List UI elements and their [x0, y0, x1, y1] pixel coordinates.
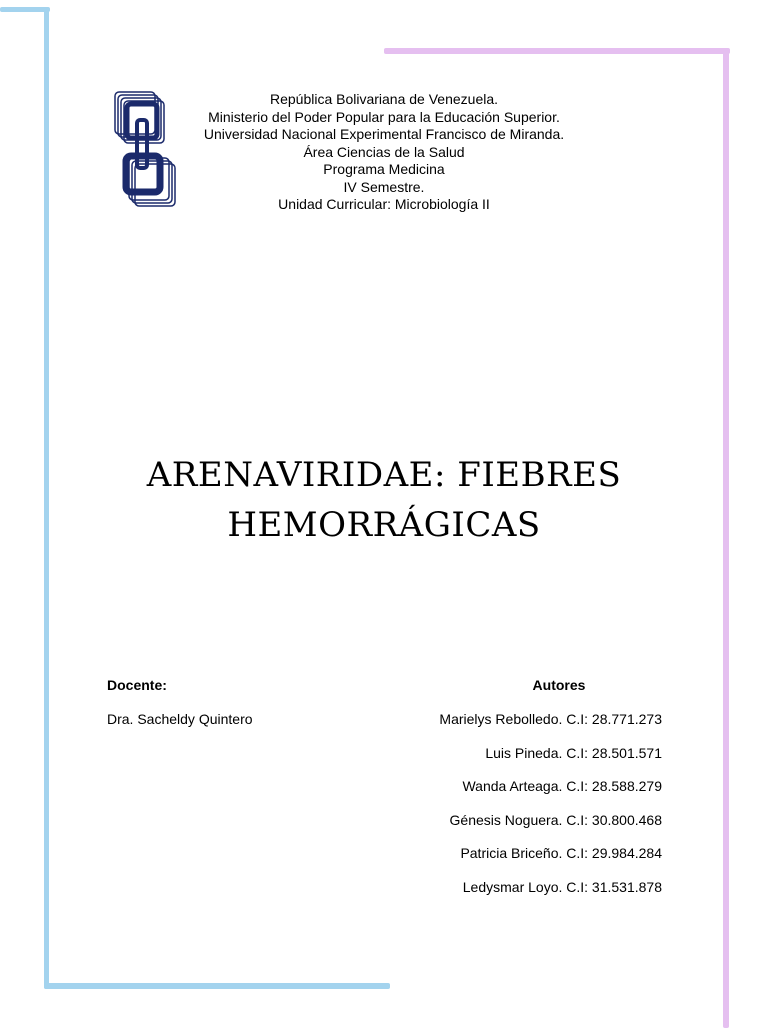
frame-line-blue-left — [44, 7, 49, 989]
header-line-area: Área Ciencias de la Salud — [303, 143, 465, 160]
document-title — [84, 450, 684, 550]
frame-line-pink-top — [384, 48, 730, 54]
author-item: Génesis Noguera. C.I: 30.800.468 — [449, 811, 662, 828]
frame-line-blue-top — [0, 7, 50, 12]
institution-header — [170, 91, 598, 214]
frame-line-blue-bottom — [44, 983, 390, 989]
autores-heading: Autores — [532, 677, 586, 693]
header-line-course: Unidad Curricular: Microbiología II — [278, 196, 490, 212]
docente-heading: Docente: — [107, 677, 167, 693]
title-line-2: HEMORRÁGICAS — [227, 505, 541, 545]
autores-list — [380, 711, 662, 912]
author-item: Luis Pineda. C.I: 28.501.571 — [485, 744, 662, 761]
frame-line-pink-right — [723, 48, 729, 1028]
header-line-semester: IV Semestre. — [343, 178, 425, 195]
title-line-1: ARENAVIRIDAE: FIEBRES — [146, 455, 622, 495]
author-item: Wanda Arteaga. C.I: 28.588.279 — [462, 778, 662, 794]
header-line-republic: República Bolivariana de Venezuela. — [269, 91, 499, 107]
author-item: Patricia Briceño. C.I: 29.984.284 — [460, 845, 662, 861]
docente-name: Dra. Sacheldy Quintero — [107, 711, 253, 727]
header-line-university: Universidad Nacional Experimental Francisco de Miranda. — [203, 126, 565, 142]
author-item: Marielys Rebolledo. C.I: 28.771.273 — [439, 711, 662, 727]
header-line-ministry: Ministerio del Poder Popular para la Educación Superior. — [208, 108, 560, 125]
author-item: Ledysmar Loyo. C.I: 31.531.878 — [462, 878, 662, 895]
header-line-program: Programa Medicina — [323, 161, 445, 177]
